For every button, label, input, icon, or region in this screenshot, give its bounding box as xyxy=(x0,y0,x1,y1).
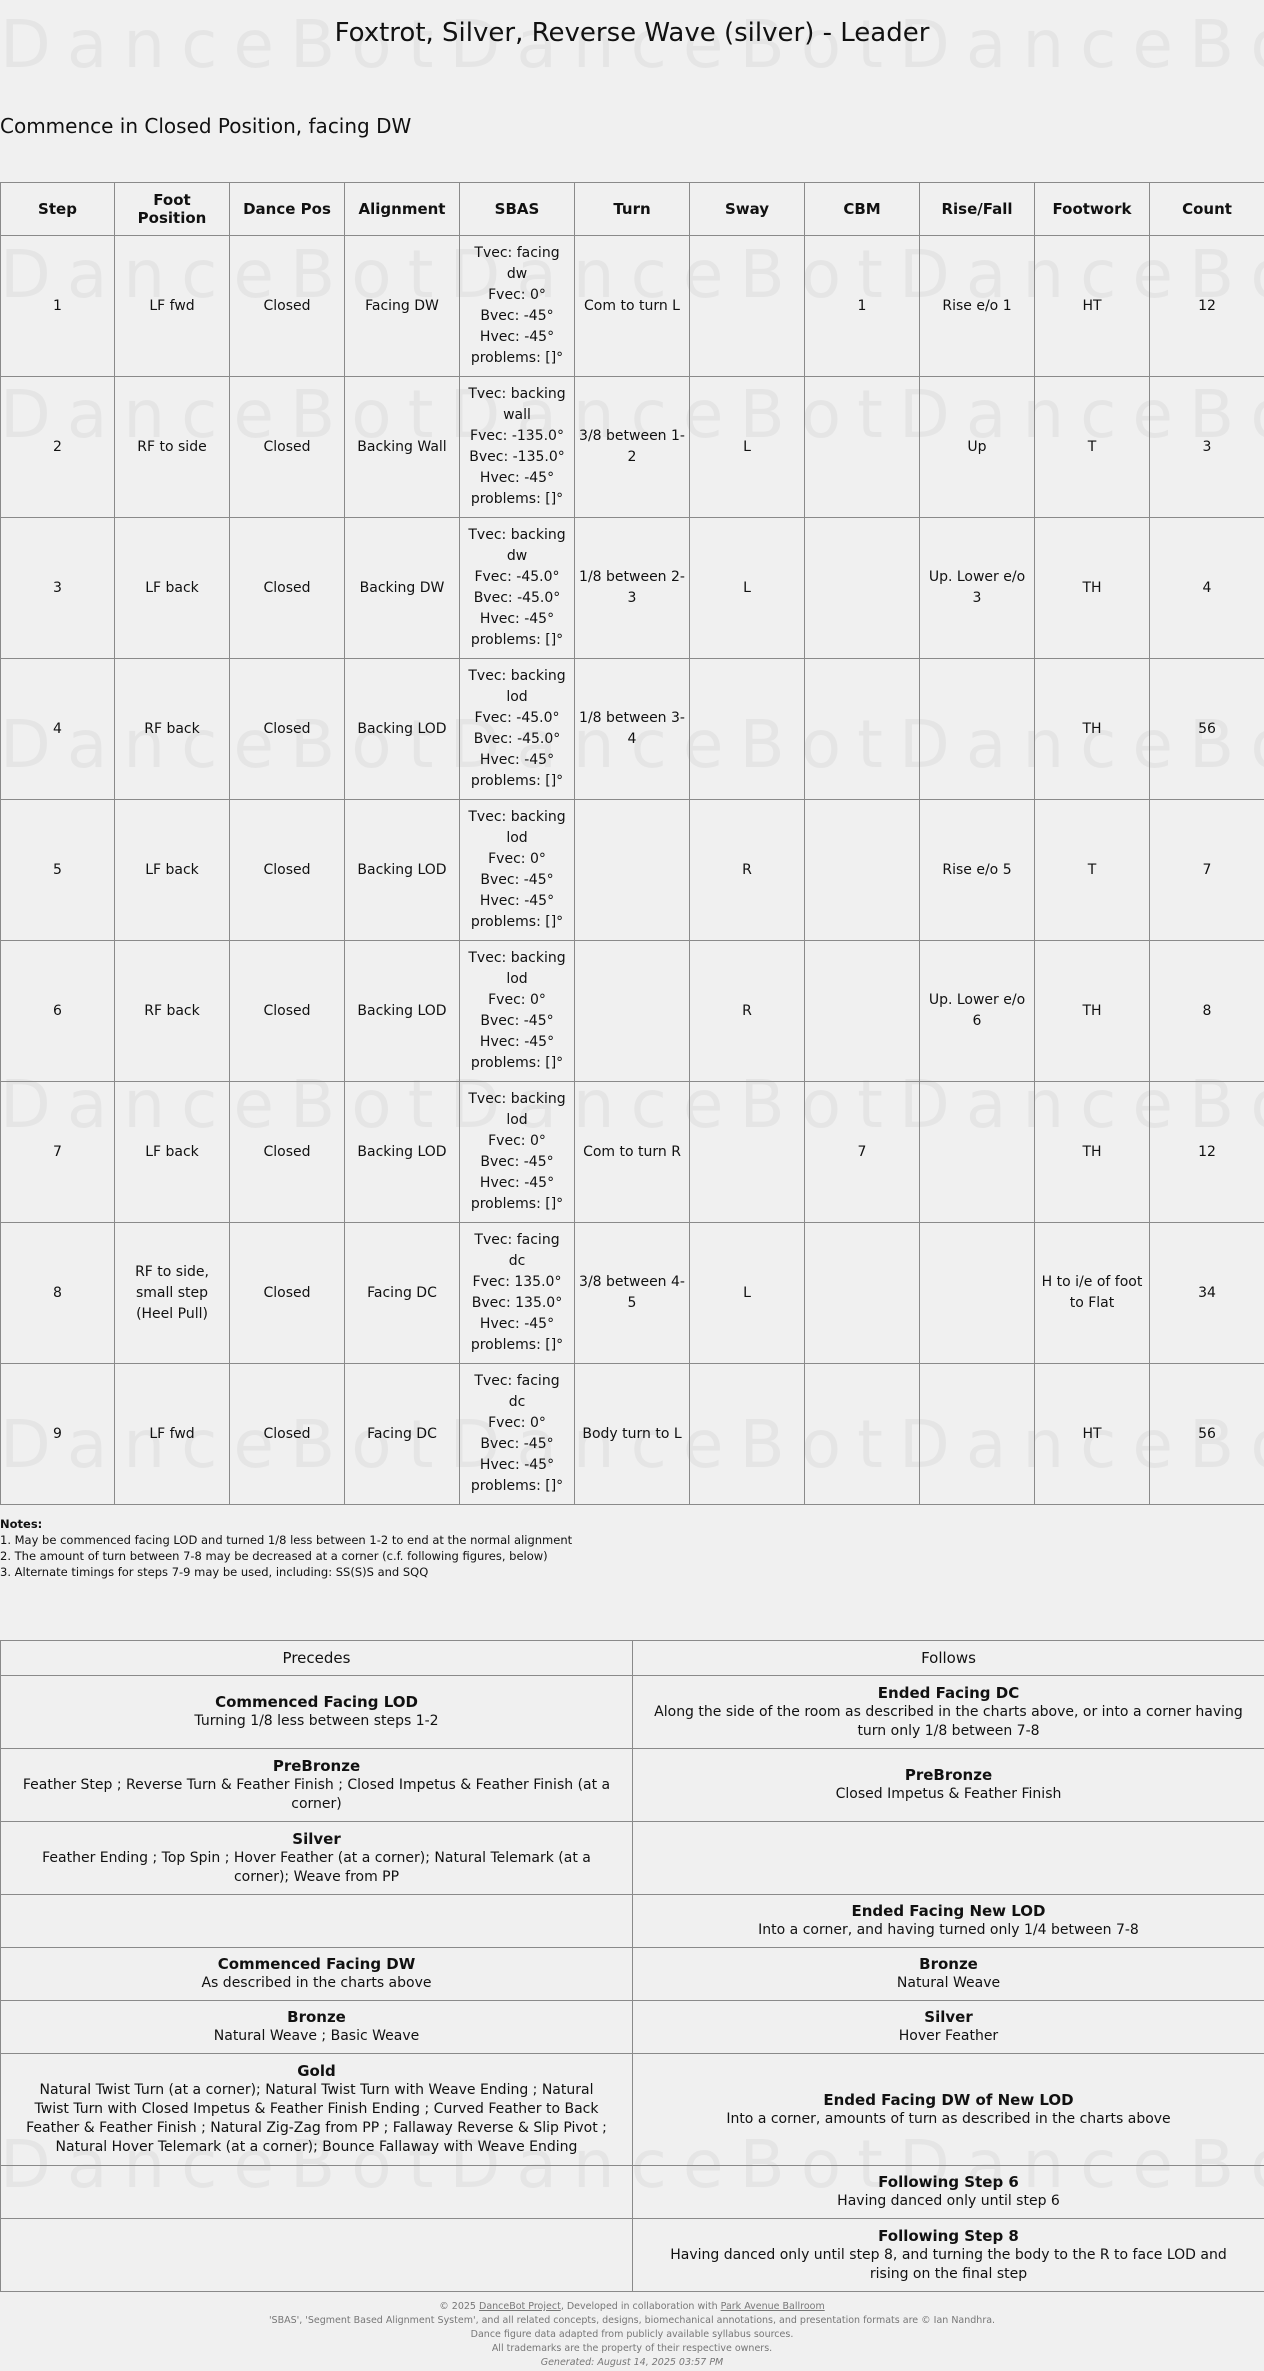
table-row xyxy=(1,1364,1264,1505)
sbas-line: problems: []° xyxy=(470,1196,564,1212)
table-row xyxy=(1,377,1264,518)
sbas-line: Fvec: 0° xyxy=(488,1415,546,1431)
rise-fall-cell: Rise e/o 1 xyxy=(920,236,1035,377)
table-row xyxy=(1,659,1264,800)
footwork-cell: HT xyxy=(1035,1364,1150,1505)
precedes-text: As described in the charts above xyxy=(201,1975,432,1991)
precedes-cell xyxy=(1,1676,633,1749)
cbm-cell xyxy=(805,518,920,659)
follows-text: Having danced only until step 6 xyxy=(837,2193,1060,2209)
follows-text: Natural Weave xyxy=(896,1975,1001,1991)
table-row xyxy=(1,941,1264,1082)
column-header: Alignment xyxy=(345,183,460,236)
alignment-cell: Backing LOD xyxy=(345,800,460,941)
table-row xyxy=(1,1822,1264,1895)
sbas-line: Fvec: 0° xyxy=(488,851,546,867)
count-cell: 56 xyxy=(1150,1364,1264,1505)
sbas-line: Fvec: 0° xyxy=(488,287,546,303)
pf-header-row xyxy=(1,1641,1264,1676)
sbas-line: Bvec: -45° xyxy=(480,872,554,888)
dance-position-cell: Closed xyxy=(230,800,345,941)
table-row xyxy=(1,800,1264,941)
precedes-cell xyxy=(1,1948,633,2001)
notes xyxy=(0,1516,572,1580)
sbas-line: Hvec: -45° xyxy=(479,893,555,909)
precedes-text: Feather Ending ; Top Spin ; Hover Feather (at a corner); Natural Telemark (at a corner); Weave from PP xyxy=(42,1849,591,1885)
sbas-line: Bvec: 135.0° xyxy=(471,1295,563,1311)
table-row xyxy=(1,1948,1264,2001)
cbm-cell xyxy=(805,659,920,800)
precedes-title: Gold xyxy=(297,2062,336,2080)
table-row xyxy=(1,1082,1264,1223)
follows-title: Following Step 6 xyxy=(878,2173,1019,2191)
collab-text: , Developed in collaboration with xyxy=(560,2301,718,2312)
follows-text: Hover Feather xyxy=(898,2028,999,2044)
footwork-cell: TH xyxy=(1035,941,1150,1082)
cbm-cell xyxy=(805,377,920,518)
sbas-line: problems: []° xyxy=(470,773,564,789)
foot-position-cell: RF back xyxy=(115,941,230,1082)
sbas-line: Bvec: -45° xyxy=(480,1013,554,1029)
dancebot-project-link[interactable]: DanceBot Project xyxy=(479,2301,561,2312)
note-item: 3. Alternate timings for steps 7-9 may be used, including: SS(S)S and SQQ xyxy=(0,1565,429,1579)
column-header: Count xyxy=(1150,183,1264,236)
sbas-cell xyxy=(460,377,575,518)
turn-cell xyxy=(575,941,690,1082)
sbas-line: Tvec: backing dw xyxy=(468,527,566,564)
sbas-line: Tvec: facing dc xyxy=(474,1373,560,1410)
sbas-line: Bvec: -45° xyxy=(480,1436,554,1452)
note-item: 2. The amount of turn between 7-8 may be decreased at a corner (c.f. following figures, below) xyxy=(0,1549,548,1563)
follows-cell xyxy=(633,1749,1264,1822)
follows-title: Ended Facing DW of New LOD xyxy=(823,2090,1074,2109)
dance-position-cell: Closed xyxy=(230,1223,345,1364)
sbas-line: Bvec: -45.0° xyxy=(473,731,561,747)
turn-cell: 1/8 between 2-3 xyxy=(575,518,690,659)
follows-cell xyxy=(633,2166,1264,2219)
follows-cell xyxy=(633,2001,1264,2054)
notes-heading: Notes: xyxy=(0,1517,43,1531)
follows-cell xyxy=(633,2054,1264,2166)
turn-cell: 3/8 between 4-5 xyxy=(575,1223,690,1364)
sbas-line: Hvec: -45° xyxy=(479,1175,555,1191)
sbas-line: Fvec: -45.0° xyxy=(474,569,560,585)
rise-fall-cell: Up. Lower e/o 6 xyxy=(920,941,1035,1082)
count-cell: 34 xyxy=(1150,1223,1264,1364)
generated-timestamp: Generated: August 14, 2025 03:57 PM xyxy=(540,2357,724,2368)
footwork-cell: TH xyxy=(1035,1082,1150,1223)
foot-position-cell: LF back xyxy=(115,518,230,659)
sbas-line: problems: []° xyxy=(470,350,564,366)
follows-title: Silver xyxy=(924,2008,973,2026)
sbas-cell xyxy=(460,1364,575,1505)
step-number-cell: 1 xyxy=(1,236,115,377)
sbas-line: Fvec: 0° xyxy=(488,992,546,1008)
precedes-cell xyxy=(1,2001,633,2054)
step-number-cell: 7 xyxy=(1,1082,115,1223)
sbas-line: Bvec: -45° xyxy=(480,308,554,324)
dance-position-cell: Closed xyxy=(230,941,345,1082)
table-row xyxy=(1,2054,1264,2166)
copyright: © 2025 xyxy=(439,2301,476,2312)
follows-cell xyxy=(633,1676,1264,1749)
precedes-text: Natural Twist Turn (at a corner); Natural Twist Turn with Weave Ending ; Natural Twist Turn with Closed Impetus & Feather Finish Ending ; Curved Feather to Back Feather & Feather Finish ; Natural Zig-Zag from PP ; Fallaway Reverse & Slip Pivot ; Natural Hover Telemark (at a corner); Bounce Fallaway with Weave Ending xyxy=(26,2082,607,2155)
rise-fall-cell: Up. Lower e/o 3 xyxy=(920,518,1035,659)
sbas-line: problems: []° xyxy=(470,632,564,648)
foot-position-cell: RF back xyxy=(115,659,230,800)
precedes-cell xyxy=(1,1895,633,1948)
sbas-line: Hvec: -45° xyxy=(479,329,555,345)
sway-cell: R xyxy=(690,800,805,941)
follows-title: Ended Facing DC xyxy=(877,1683,1020,1702)
sbas-line: problems: []° xyxy=(470,914,564,930)
step-number-cell: 9 xyxy=(1,1364,115,1505)
turn-cell: Com to turn L xyxy=(575,236,690,377)
count-cell: 12 xyxy=(1150,236,1264,377)
sbas-line: problems: []° xyxy=(470,1337,564,1353)
count-cell: 3 xyxy=(1150,377,1264,518)
sbas-line: Tvec: facing dc xyxy=(474,1232,560,1269)
foot-position-cell: LF fwd xyxy=(115,236,230,377)
sbas-line: Bvec: -135.0° xyxy=(469,449,565,465)
sbas-line: Tvec: facing dw xyxy=(474,245,560,282)
sbas-line: Fvec: 0° xyxy=(488,1133,546,1149)
column-header: Turn xyxy=(575,183,690,236)
sbas-line: Fvec: -135.0° xyxy=(470,428,564,444)
count-cell: 4 xyxy=(1150,518,1264,659)
alignment-cell: Facing DC xyxy=(345,1364,460,1505)
precedes-title: Commenced Facing LOD xyxy=(215,1693,418,1711)
alignment-cell: Backing LOD xyxy=(345,1082,460,1223)
alignment-cell: Backing DW xyxy=(345,518,460,659)
follows-cell xyxy=(633,1822,1264,1895)
sway-cell xyxy=(690,659,805,800)
precedes-title: Silver xyxy=(292,1829,341,1848)
sway-cell xyxy=(690,1364,805,1505)
cbm-cell: 1 xyxy=(805,236,920,377)
note-item: 1. May be commenced facing LOD and turned 1/8 less between 1-2 to end at the normal alignment xyxy=(0,1533,573,1547)
turn-cell: 3/8 between 1-2 xyxy=(575,377,690,518)
sbas-line: Hvec: -45° xyxy=(479,1457,555,1473)
rise-fall-cell: Up xyxy=(920,377,1035,518)
dance-position-cell: Closed xyxy=(230,659,345,800)
footwork-cell: TH xyxy=(1035,659,1150,800)
foot-position-cell: RF to side xyxy=(115,377,230,518)
table-row xyxy=(1,2219,1264,2292)
follows-title: Following Step 8 xyxy=(878,2226,1019,2245)
follows-cell xyxy=(633,1948,1264,2001)
table-row xyxy=(1,1749,1264,1822)
foot-position-cell: RF to side, small step (Heel Pull) xyxy=(115,1223,230,1364)
precedes-cell xyxy=(1,1822,633,1895)
dance-position-cell: Closed xyxy=(230,1082,345,1223)
sbas-cell xyxy=(460,941,575,1082)
column-header: SBAS xyxy=(460,183,575,236)
precedes-cell xyxy=(1,2054,633,2166)
sbas-line: problems: []° xyxy=(470,1478,564,1494)
precedes-title: Bronze xyxy=(287,2008,346,2026)
dance-position-cell: Closed xyxy=(230,1364,345,1505)
cbm-cell xyxy=(805,1223,920,1364)
foot-position-cell: LF back xyxy=(115,1082,230,1223)
column-header: Dance Pos xyxy=(230,183,345,236)
footwork-cell: H to i/e of foot to Flat xyxy=(1035,1223,1150,1364)
column-header: Foot Position xyxy=(115,183,230,236)
dance-position-cell: Closed xyxy=(230,377,345,518)
rise-fall-cell: Rise e/o 5 xyxy=(920,800,1035,941)
table-row xyxy=(1,2001,1264,2054)
start-position-subtitle: Commence in Closed Position, facing DW xyxy=(0,114,412,138)
column-header: Step xyxy=(1,183,115,236)
step-number-cell: 8 xyxy=(1,1223,115,1364)
sbas-line: problems: []° xyxy=(470,491,564,507)
sbas-cell xyxy=(460,659,575,800)
count-cell: 7 xyxy=(1150,800,1264,941)
trademark-note: All trademarks are the property of their respective owners. xyxy=(491,2343,773,2354)
follows-title: Bronze xyxy=(919,1955,978,1973)
dance-position-cell: Closed xyxy=(230,236,345,377)
precedes-title: PreBronze xyxy=(272,1756,361,1775)
follows-header: Follows xyxy=(633,1641,1264,1676)
rise-fall-cell xyxy=(920,1082,1035,1223)
table-row xyxy=(1,518,1264,659)
steps-header-row xyxy=(1,183,1264,236)
sway-cell xyxy=(690,1082,805,1223)
footwork-cell: HT xyxy=(1035,236,1150,377)
sbas-line: problems: []° xyxy=(470,1055,564,1071)
sbas-line: Tvec: backing lod xyxy=(468,809,566,846)
sbas-line: Hvec: -45° xyxy=(479,1316,555,1332)
step-number-cell: 3 xyxy=(1,518,115,659)
follows-cell xyxy=(633,1895,1264,1948)
sbas-line: Tvec: backing lod xyxy=(468,1091,566,1128)
sbas-cell xyxy=(460,518,575,659)
steps-table xyxy=(0,182,1264,1505)
precedes-cell xyxy=(1,2219,633,2292)
follows-cell xyxy=(633,2219,1264,2292)
follows-text: Closed Impetus & Feather Finish xyxy=(835,1786,1062,1802)
sbas-cell xyxy=(460,1082,575,1223)
sbas-line: Hvec: -45° xyxy=(479,752,555,768)
precedes-header: Precedes xyxy=(1,1641,633,1676)
precedes-follows-table xyxy=(0,1640,1264,2292)
precedes-text: Natural Weave ; Basic Weave xyxy=(213,2028,420,2044)
sbas-line: Tvec: backing lod xyxy=(468,950,566,987)
sbas-line: Hvec: -45° xyxy=(479,611,555,627)
table-row xyxy=(1,1223,1264,1364)
count-cell: 8 xyxy=(1150,941,1264,1082)
sbas-cell xyxy=(460,800,575,941)
follows-text: Having danced only until step 8, and turning the body to the R to face LOD and rising on the final step xyxy=(670,2246,1227,2282)
footwork-cell: T xyxy=(1035,800,1150,941)
sbas-cell xyxy=(460,236,575,377)
cbm-cell xyxy=(805,1364,920,1505)
data-source-note: Dance figure data adapted from publicly available syllabus sources. xyxy=(470,2329,794,2340)
follows-text: Along the side of the room as described in the charts above, or into a corner having turn only 1/8 between 7-8 xyxy=(654,1703,1243,1739)
dance-position-cell: Closed xyxy=(230,518,345,659)
count-cell: 56 xyxy=(1150,659,1264,800)
step-number-cell: 4 xyxy=(1,659,115,800)
follows-text: Into a corner, and having turned only 1/4 between 7-8 xyxy=(758,1922,1139,1938)
column-header: Sway xyxy=(690,183,805,236)
precedes-cell xyxy=(1,2166,633,2219)
cbm-cell xyxy=(805,941,920,1082)
sbas-line: Tvec: backing wall xyxy=(468,386,566,423)
footwork-cell: TH xyxy=(1035,518,1150,659)
sbas-copyright: 'SBAS', 'Segment Based Alignment System', and all related concepts, designs, biomechanical annotations, and presentation formats are © Ian Nandhra. xyxy=(268,2315,996,2326)
footwork-cell: T xyxy=(1035,377,1150,518)
table-row xyxy=(1,2166,1264,2219)
step-number-cell: 2 xyxy=(1,377,115,518)
sway-cell: L xyxy=(690,377,805,518)
alignment-cell: Backing LOD xyxy=(345,659,460,800)
follows-text: Into a corner, amounts of turn as described in the charts above xyxy=(726,2110,1171,2127)
step-number-cell: 5 xyxy=(1,800,115,941)
follows-title: Ended Facing New LOD xyxy=(851,1902,1046,1920)
turn-cell: 1/8 between 3-4 xyxy=(575,659,690,800)
sbas-line: Fvec: 135.0° xyxy=(472,1274,562,1290)
table-row xyxy=(1,236,1264,377)
sway-cell: R xyxy=(690,941,805,1082)
sbas-line: Tvec: backing lod xyxy=(468,668,566,705)
follows-title: PreBronze xyxy=(904,1766,993,1784)
alignment-cell: Backing LOD xyxy=(345,941,460,1082)
turn-cell: Body turn to L xyxy=(575,1364,690,1505)
sway-cell xyxy=(690,236,805,377)
sbas-cell xyxy=(460,1223,575,1364)
cbm-cell: 7 xyxy=(805,1082,920,1223)
cbm-cell xyxy=(805,800,920,941)
sbas-line: Bvec: -45.0° xyxy=(473,590,561,606)
rise-fall-cell xyxy=(920,1364,1035,1505)
alignment-cell: Backing Wall xyxy=(345,377,460,518)
sbas-line: Hvec: -45° xyxy=(479,470,555,486)
column-header: CBM xyxy=(805,183,920,236)
column-header: Rise/Fall xyxy=(920,183,1035,236)
rise-fall-cell xyxy=(920,1223,1035,1364)
alignment-cell: Facing DW xyxy=(345,236,460,377)
footer xyxy=(0,2300,1264,2370)
sway-cell: L xyxy=(690,1223,805,1364)
precedes-text: Turning 1/8 less between steps 1-2 xyxy=(194,1713,439,1729)
turn-cell: Com to turn R xyxy=(575,1082,690,1223)
precedes-title: Commenced Facing DW xyxy=(217,1955,416,1973)
sway-cell: L xyxy=(690,518,805,659)
precedes-text: Feather Step ; Reverse Turn & Feather Finish ; Closed Impetus & Feather Finish (at a corner) xyxy=(22,1776,611,1812)
table-row xyxy=(1,1676,1264,1749)
foot-position-cell: LF back xyxy=(115,800,230,941)
precedes-cell xyxy=(1,1749,633,1822)
table-row xyxy=(1,1895,1264,1948)
foot-position-cell: LF fwd xyxy=(115,1364,230,1505)
sbas-line: Hvec: -45° xyxy=(479,1034,555,1050)
rise-fall-cell xyxy=(920,659,1035,800)
sbas-line: Bvec: -45° xyxy=(480,1154,554,1170)
step-number-cell: 6 xyxy=(1,941,115,1082)
sbas-line: Fvec: -45.0° xyxy=(474,710,560,726)
turn-cell xyxy=(575,800,690,941)
park-avenue-ballroom-link[interactable]: Park Avenue Ballroom xyxy=(720,2301,825,2312)
alignment-cell: Facing DC xyxy=(345,1223,460,1364)
column-header: Footwork xyxy=(1035,183,1150,236)
page-title: Foxtrot, Silver, Reverse Wave (silver) - Leader xyxy=(334,18,930,48)
count-cell: 12 xyxy=(1150,1082,1264,1223)
